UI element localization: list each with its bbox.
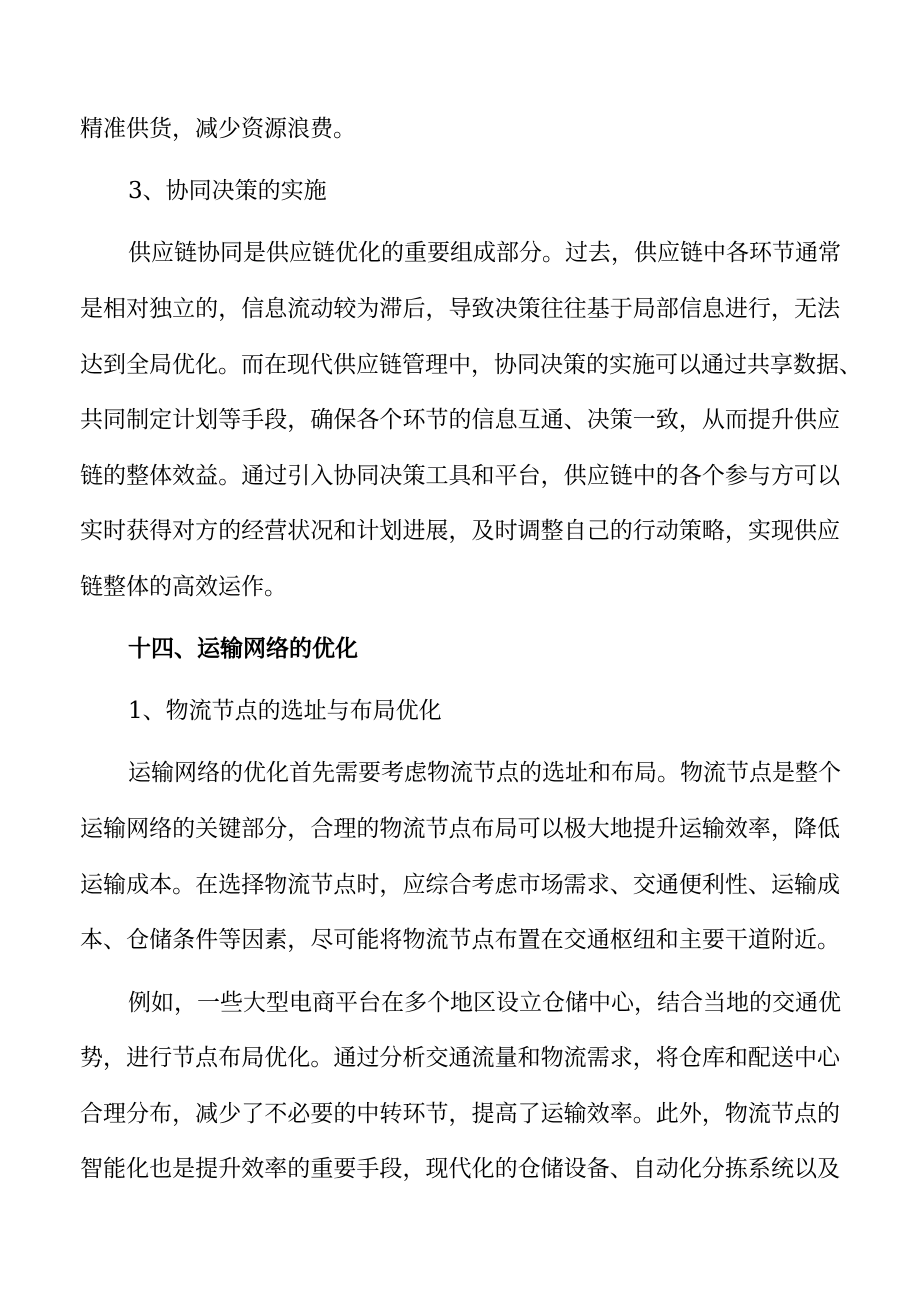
paragraph-line: 供应链协同是供应链优化的重要组成部分。过去，供应链中各环节通常 xyxy=(128,240,841,266)
paragraph-line: 智能化也是提升效率的重要手段，现代化的仓储设备、自动化分拣系统以及 xyxy=(80,1156,840,1182)
paragraph-line: 本、仓储条件等因素，尽可能将物流节点布置在交通枢纽和主要干道附近。 xyxy=(80,927,840,953)
paragraph-line: 合理分布，减少了不必要的中转环节，提高了运输效率。此外，物流节点的 xyxy=(80,1101,840,1127)
paragraph-line: 达到全局优化。而在现代供应链管理中，协同决策的实施可以通过共享数据、 xyxy=(80,352,862,378)
paragraph-line: 链整体的高效运作。 xyxy=(80,574,287,600)
paragraph-line: 实时获得对方的经营状况和计划进展，及时调整自己的行动策略，实现供应 xyxy=(80,518,840,544)
section-heading: 十四、运输网络的优化 xyxy=(128,635,358,662)
subsection-heading: 3、协同决策的实施 xyxy=(128,178,327,204)
paragraph-line: 运输网络的关键部分，合理的物流节点布局可以极大地提升运输效率，降低 xyxy=(80,816,840,842)
paragraph-line: 精准供货，减少资源浪费。 xyxy=(80,116,356,142)
paragraph-line: 势，进行节点布局优化。通过分析交通流量和物流需求，将仓库和配送中心 xyxy=(80,1045,840,1071)
paragraph-line: 例如，一些大型电商平台在多个地区设立仓储中心，结合当地的交通优 xyxy=(128,990,841,1016)
subsection-heading: 1、物流节点的选址与布局优化 xyxy=(128,698,442,724)
paragraph-line: 运输成本。在选择物流节点时，应综合考虑市场需求、交通便利性、运输成 xyxy=(80,872,840,898)
paragraph-line: 链的整体效益。通过引入协同决策工具和平台，供应链中的各个参与方可以 xyxy=(80,463,840,489)
paragraph-line: 共同制定计划等手段，确保各个环节的信息互通、决策一致，从而提升供应 xyxy=(80,407,840,433)
paragraph-line: 运输网络的优化首先需要考虑物流节点的选址和布局。物流节点是整个 xyxy=(128,760,841,786)
paragraph-line: 是相对独立的，信息流动较为滞后，导致决策往往基于局部信息进行，无法 xyxy=(80,296,840,322)
